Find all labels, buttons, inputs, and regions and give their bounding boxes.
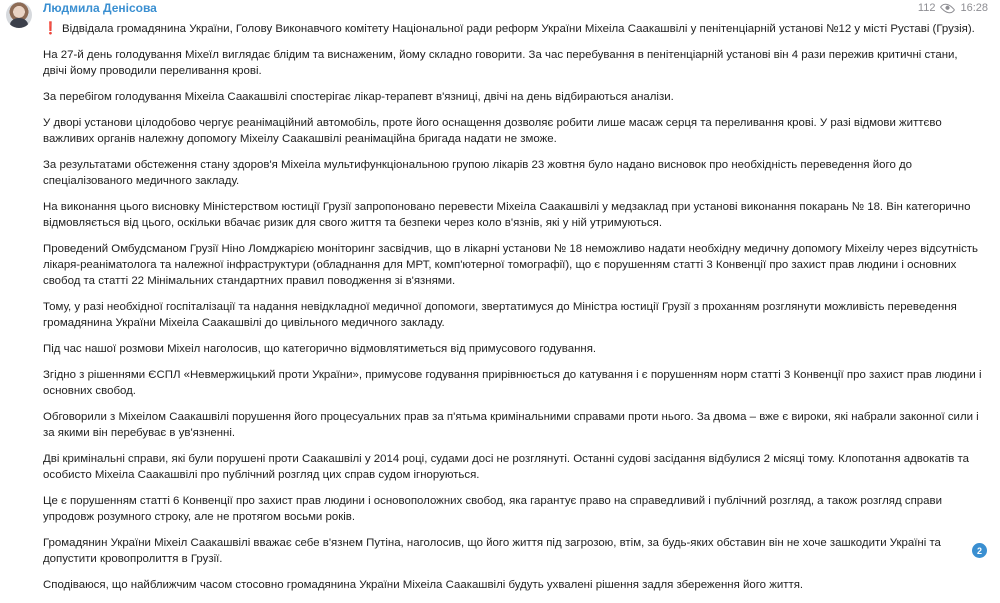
message-paragraph: На 27-й день голодування Міхеїл виглядає блідим та виснаженим, йому складно говорити. За час перебування в пенітенціарній установі він 4 рази пережив критичні стани, двічі йому проводили переливання крові. xyxy=(43,49,958,77)
message-paragraph: Сподіваюся, що найближчим часом стосовно громадянина України Міхеіла Саакашвілі будуть ухвалені рішення задля збереження його життя. xyxy=(43,579,804,591)
sender-name[interactable]: Людмила Денісова xyxy=(43,1,157,15)
message-paragraph: Це є порушенням статті 6 Конвенції про захист прав людини і основоположних свобод, яка гарантує право на справедливий і публічний розгляд, а також розгляд справи упродовж розумного строку, але не протягом восьми років. xyxy=(43,495,942,523)
message-paragraph: Під час нашої розмови Міхеіл наголосив, що категорично відмовлятиметься від примусового годування. xyxy=(43,343,597,355)
avatar[interactable] xyxy=(6,2,32,28)
exclamation-icon: ❗ xyxy=(43,21,58,35)
message-paragraph: Згідно з рішеннями ЄСПЛ «Невмержицький проти України», примусове годування прирівнюється до катування і є порушенням норм статті 3 Конвенції про захист прав людини і основних свобод. xyxy=(43,369,982,397)
message-paragraph: За перебігом голодування Міхеіла Саакашвілі спостерігає лікар-терапевт в'язниці, двічі на день відбираються аналізи. xyxy=(43,91,674,103)
message-body xyxy=(43,20,983,603)
message-paragraph: Громадянин України Міхеіл Саакашвілі вважає себе в'язнем Путіна, наголосив, що його життя під загрозою, втім, за будь-яких обставин він не хоче зашкодити Україні та допустити кровопролиття в Грузії. xyxy=(43,537,941,565)
message-paragraph: ❗ Відвідала громадянина України, Голову Виконавчого комітету Національної ради реформ України Міхеіла Саакашвілі у пенітенціарній установі №12 у місті Руставі (Грузія). xyxy=(43,21,975,35)
message-paragraph: Проведений Омбудсманом Грузії Ніно Ломджарією моніторинг засвідчив, що в лікарні установи № 18 неможливо надати необхідну медичну допомогу Міхеілу через відсутність лікаря-реаніматолога та належної інфраструктури (обладнання для МРТ, комп'ютерної томографії), що є порушенням статті 3 Конвенції про захист прав людини і основних свобод та статті 22 Мінімальних стандартних правил поводження зі в'язнями. xyxy=(43,243,978,287)
message-paragraph: Обговорили з Міхеілом Саакашвілі порушення його процесуальних прав за п'ятьма кримінальними справами проти нього. За двома – вже є вироки, які набрали законної сили і за якими він перебуває в ув'язненні. xyxy=(43,411,979,439)
message-paragraph: Тому, у разі необхідної госпіталізації та надання невідкладної медичної допомоги, звертатимуся до Міністра юстиції Грузії з проханням розглянути можливість переведення громадянина України Міхеіла Саакашвілі до цивільного медичного закладу. xyxy=(43,301,957,329)
eye-icon xyxy=(940,0,956,16)
message-paragraph: За результатами обстеження стану здоров'я Міхеіла мультифункціональною групою лікарів 23 жовтня було надано висновок про необхідність переведення його до спеціалізованого медичного закладу. xyxy=(43,159,913,187)
view-count: 112 xyxy=(917,2,936,14)
unread-badge[interactable]: 2 xyxy=(972,543,987,558)
message-paragraph: У дворі установи цілодобово чергує реанімаційний автомобіль, проте його оснащення дозволяє робити лише масаж серця та переливання крові. У разі відмови життєво важливих органів належну допомогу Міхеілу Саакашвілі реанімаційна бригада надати не зможе. xyxy=(43,117,942,145)
timestamp: 16:28 xyxy=(960,2,988,14)
message-paragraph: На виконання цього висновку Міністерством юстиції Грузії запропоновано перевести Міхеіла Саакашвілі у медзаклад при установі виконання покарань № 18. Він категорично відмовляється від цього, оскільки вбачає ризик для свого життя та безпеки через коло в'язнів, які у ній утримуються. xyxy=(43,201,971,229)
message-meta xyxy=(918,2,988,14)
message-paragraph: Дві кримінальні справи, які були порушені проти Саакашвілі у 2014 році, судами досі не розглянуті. Останні судові засідання відбулися 2 місяці тому. Клопотання адвокатів та особисто Міхеіла Саакашвілі про публічний розгляд цих справ судом ігноруються. xyxy=(43,453,969,481)
